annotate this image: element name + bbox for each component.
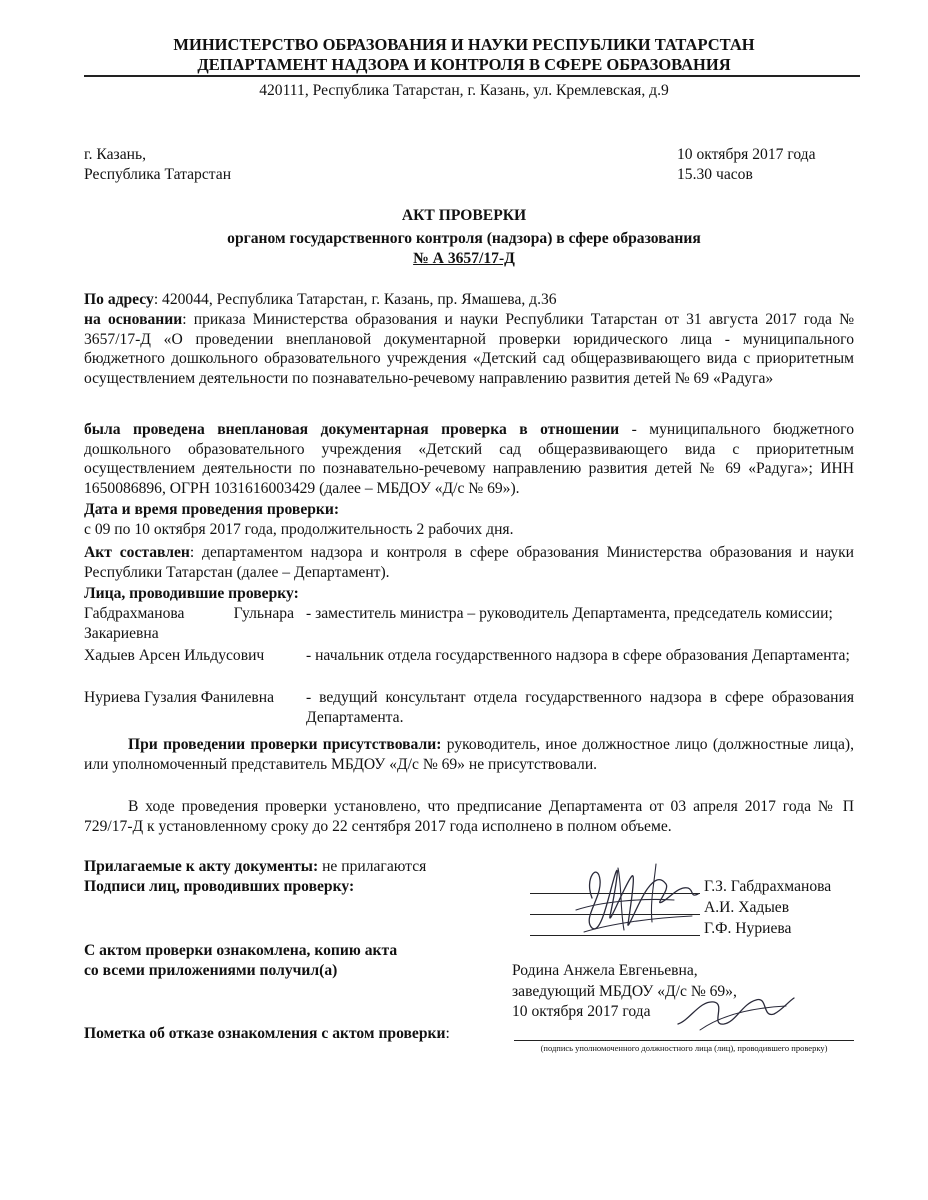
act-date: 10 октября 2017 года: [677, 146, 816, 163]
header-address: 420111, Республика Татарстан, г. Казань, ул. Кремлевская, д.9: [259, 82, 669, 99]
refusal-caption: (подпись уполномоченного должностного лица (лиц), проводившего проверку): [540, 1043, 828, 1053]
handwritten-signature: [570, 858, 710, 940]
presence-value: руководитель, иное должностное лицо (должностные лица), или уполномоченный представитель МБДОУ «Д/с № 69» не присутствовали.: [84, 736, 854, 773]
attachments-line: [84, 857, 426, 877]
department-title: ДЕПАРТАМЕНТ НАДЗОРА И КОНТРОЛЯ В СФЕРЕ ОБРАЗОВАНИЯ: [197, 55, 731, 74]
refusal-colon: :: [445, 1025, 450, 1042]
basis-value: : приказа Министерства образования и науки Республики Татарстан от 31 августа 2017 года № 3657/17-Д «О проведении внеплановой документарной проверки юридического лица - муниципального бюджетного дошкольного образовательного учреждения «Детский сад общеразвивающего вида с приоритетным осуществлением деятельности по познавательно-речевому направлению развития детей № 69 «Радуга»: [84, 311, 855, 387]
finding-paragraph: В ходе проведения проверки установлено, что предписание Департамента от 03 апреля 2017 года № П 729/17-Д к установленному сроку до 22 сентября 2017 года исполнено в полном объеме.: [84, 798, 854, 835]
header-divider: [84, 75, 860, 77]
presence-label: При проведении проверки присутствовали:: [128, 736, 442, 753]
signer-name-3: Г.Ф. Нуриева: [704, 920, 792, 937]
person-2-name: Хадыев Арсен Ильдусович: [84, 647, 265, 664]
inspection-value: - муниципального бюджетного дошкольного образовательного учреждения «Детский сад общеразвивающего вида с приоритетным осуществлением деятельности по познавательно-речевому направлению развития детей № 69 «Радуга»; ИНН 1650086896, ОГРН 1031616003429 (далее – МБДОУ «Д/с № 69»).: [84, 421, 854, 497]
signer-name-1: Г.З. Габдрахманова: [704, 878, 832, 895]
act-title: АКТ ПРОВЕРКИ: [401, 207, 527, 224]
address-line: [84, 290, 854, 310]
ack-position: заведующий МБДОУ «Д/с № 69»,: [512, 983, 737, 1000]
act-number-text: № А 3657/17-Д: [413, 250, 515, 267]
signatures-label: Подписи лиц, проводивших проверку:: [84, 878, 355, 895]
composed-value: : департаментом надзора и контроля в сфере образования Министерства образования и науки Республики Татарстан (далее – Департамент).: [84, 544, 854, 581]
basis-label: на основании: [84, 311, 183, 328]
ack-line-1: С актом проверки ознакомлена, копию акта: [84, 942, 398, 959]
recipient-signature: [670, 990, 800, 1036]
place-region: Республика Татарстан: [84, 166, 232, 183]
act-subtitle: органом государственного контроля (надзора) в сфере образования: [227, 230, 701, 247]
attachments-label: Прилагаемые к акту документы:: [84, 858, 319, 875]
ack-person: Родина Анжела Евгеньевна,: [512, 962, 698, 979]
ack-line-2: со всеми приложениями получил(а): [84, 962, 338, 979]
ministry-title: МИНИСТЕРСТВО ОБРАЗОВАНИЯ И НАУКИ РЕСПУБЛИКИ ТАТАРСТАН: [173, 35, 755, 54]
basis-paragraph: [84, 310, 854, 388]
person-name-text: Габдрахманова Гульнара Закариевна: [84, 605, 294, 642]
refusal-label-text: Пометка об отказе ознакомления с актом проверки: [84, 1025, 446, 1042]
inspection-label: была проведена внеплановая документарная проверка в отношении: [84, 421, 620, 438]
presence-paragraph: [84, 735, 854, 774]
inspection-paragraph: [84, 420, 854, 498]
composed-paragraph: [84, 543, 854, 582]
ack-date: 10 октября 2017 года: [512, 1003, 651, 1020]
composed-label: Акт составлен: [84, 544, 190, 561]
person-1-name: [84, 604, 294, 643]
persons-label: Лица, проводившие проверку:: [84, 585, 299, 602]
refusal-label: [84, 1024, 450, 1044]
address-value: : 420044, Республика Татарстан, г. Казань, пр. Ямашева, д.36: [153, 291, 557, 308]
person-1-role: - заместитель министра – руководитель Департамента, председатель комиссии;: [306, 605, 833, 622]
attachments-value: не прилагаются: [318, 858, 427, 875]
person-3-role: - ведущий консультант отдела государственного надзора в сфере образования Департамента.: [306, 689, 854, 726]
dates-value: с 09 по 10 октября 2017 года, продолжительность 2 рабочих дня.: [84, 521, 514, 538]
person-2-role: - начальник отдела государственного надзора в сфере образования Департамента;: [306, 647, 850, 664]
act-time: 15.30 часов: [677, 166, 753, 183]
refusal-line: [514, 1040, 854, 1041]
place-city: г. Казань,: [84, 146, 146, 163]
dates-label: Дата и время проведения проверки:: [84, 501, 340, 518]
act-number: [0, 249, 928, 269]
person-3-name: Нуриева Гузалия Фанилевна: [84, 689, 274, 706]
address-label: По адресу: [84, 291, 154, 308]
signer-name-2: А.И. Хадыев: [704, 899, 790, 916]
